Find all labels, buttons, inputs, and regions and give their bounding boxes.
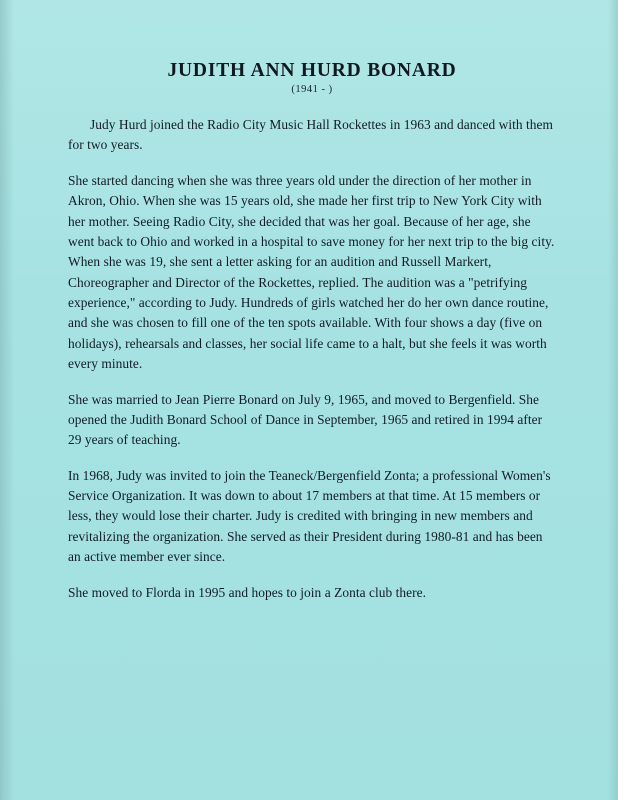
paragraph-4: In 1968, Judy was invited to join the Teaneck/Bergenfield Zonta; a professional Women's Service Organization. It was down to about 17 members at that time. At 15 members or less, they would lose their charter. Judy is credited with bringing in new members and revitalizing the organization. She served as their President during 1980-81 and has been an active member ever since.	[68, 467, 551, 565]
paragraph-3: She was married to Jean Pierre Bonard on July 9, 1965, and moved to Bergenfield. She opened the Judith Bonard School of Dance in September, 1965 and retired in 1994 after 29 years of teaching.	[68, 391, 543, 448]
page-title: JUDITH ANN HURD BONARD	[167, 60, 457, 81]
paragraph-5: She moved to Florda in 1995 and hopes to join a Zonta club there.	[68, 584, 427, 600]
paragraph-2: She started dancing when she was three years old under the direction of her mother in Akron, Ohio. When she was 15 years old, she made her first trip to New York City with her mother. Seeing Radio City, she decided that was her goal. Because of her age, she went back to Ohio and worked in a hospital to save money for her next trip to the big city. When she was 19, she sent a letter asking for an audition and Russell Markert, Choreographer and Director of the Rockettes, replied. The audition was a "petrifying experience," according to Judy. Hundreds of girls watched her do her own dance routine, and she was chosen to fill one of the ten spots available. With four shows a day (five on holidays), rehearsals and classes, her social life came to a halt, but she feels it was worth every minute.	[68, 172, 555, 372]
page-subtitle-years: (1941 - )	[291, 84, 333, 95]
paragraph-1: Judy Hurd joined the Radio City Music Hall Rockettes in 1963 and danced with them for two years.	[68, 117, 553, 153]
